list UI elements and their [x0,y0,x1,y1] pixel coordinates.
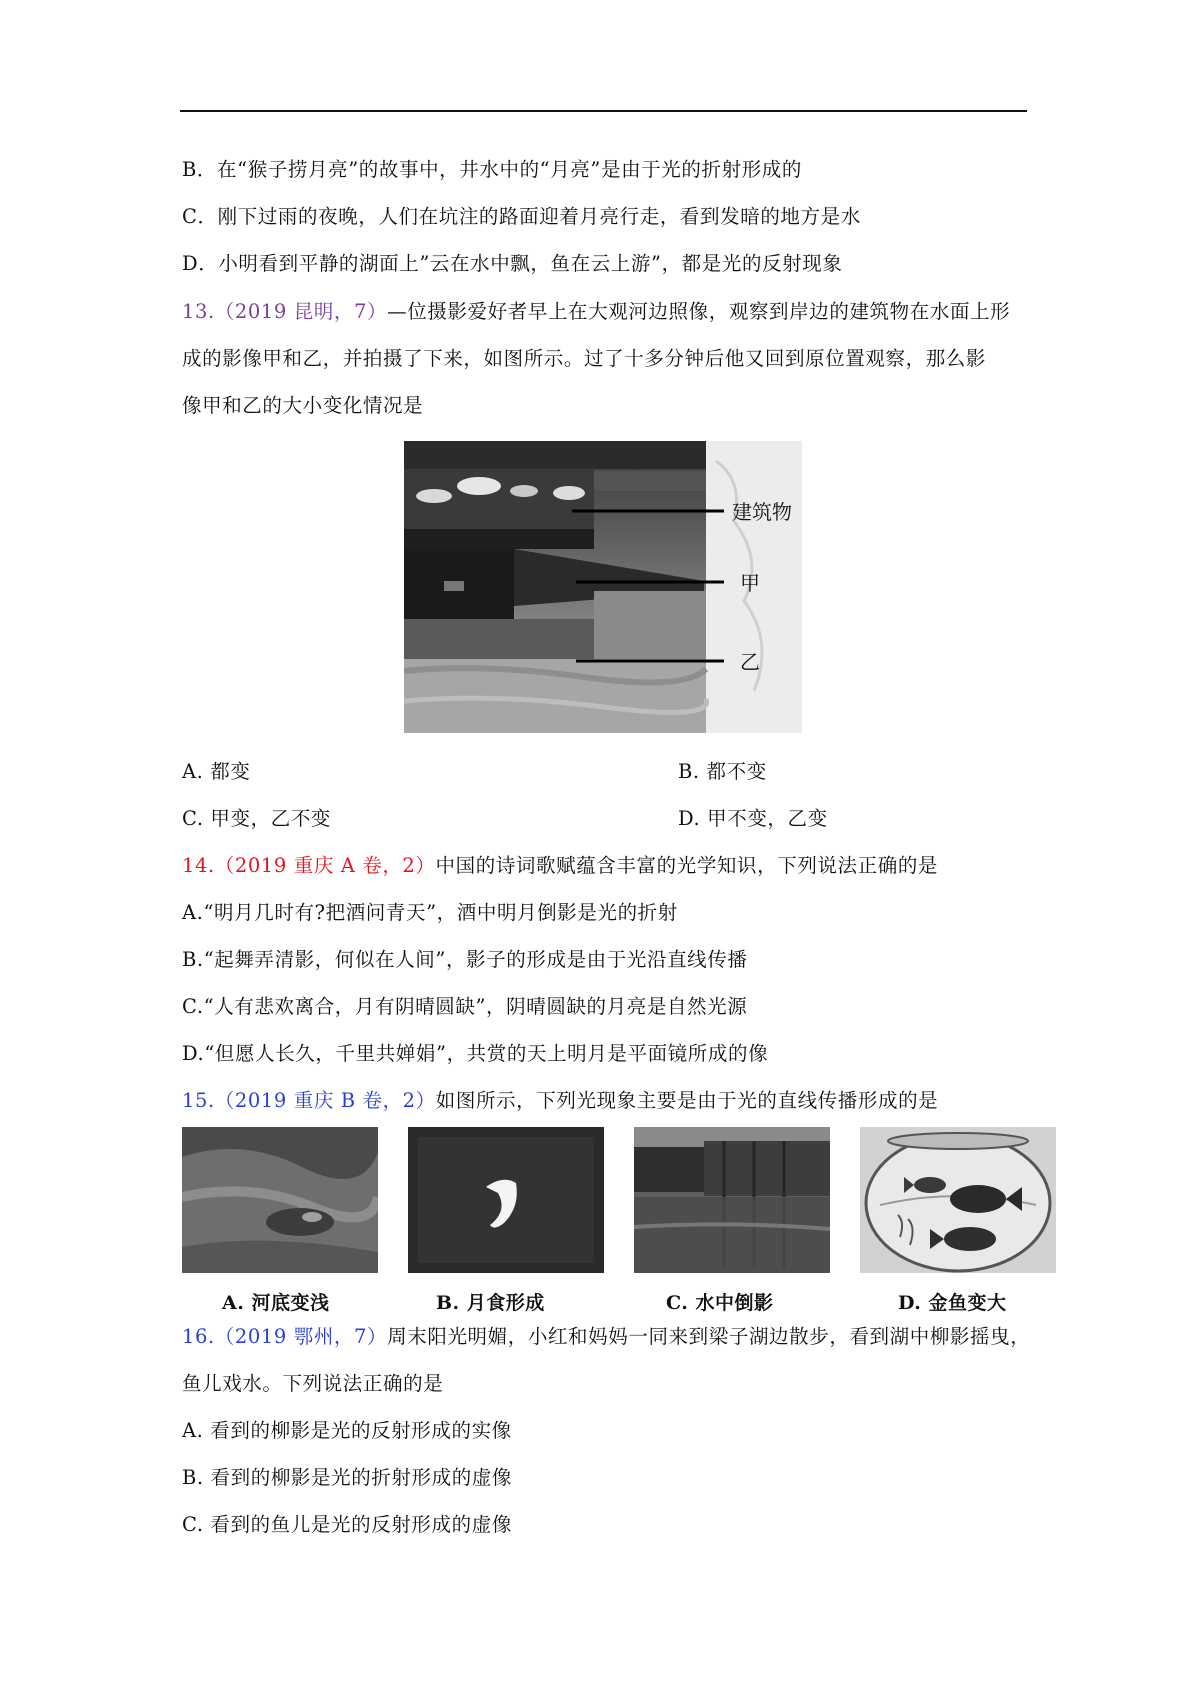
header-rule [180,110,1027,112]
q15-stem [182,1088,938,1114]
q14-option-b: B.“起舞弄清影，何似在人间”，影子的形成是由于光沿直线传播 [182,948,748,971]
q12-option-c: C．刚下过雨的夜晚，人们在坑注的路面迎着月亮行走，看到发暗的地方是水 [182,205,861,228]
q15-caption-a: A. 河底变浅 [222,1292,330,1314]
q14-stem [182,853,938,879]
q14-option-d: D.“但愿人长久，千里共婵娟”，共赏的天上明月是平面镜所成的像 [182,1042,769,1065]
q16-source: 16.（2019 鄂州，7） [182,1325,388,1348]
q14-source: 14.（2019 重庆 A 卷，2） [182,854,436,877]
q15-source: 15.（2019 重庆 B 卷，2） [182,1089,436,1112]
q15-caption-c: C. 水中倒影 [666,1292,774,1314]
figure-label-yi: 乙 [740,650,760,674]
q14-option-c: C.“人有悲欢离合，月有阴晴圆缺”，阴晴圆缺的月亮是自然光源 [182,995,748,1018]
q16-option-b: B. 看到的柳影是光的折射形成的虚像 [182,1466,513,1489]
q14-stem-text: 中国的诗词歌赋蕴含丰富的光学知识，下列说法正确的是 [435,854,939,877]
q14-option-a: A.“明月几时有?把酒问青天”，酒中明月倒影是光的折射 [182,901,678,924]
q16-stem-line-2: 鱼儿戏水。下列说法正确的是 [182,1372,444,1395]
q15-figure-a [182,1127,378,1310]
figure-label-building: 建筑物 [732,500,792,524]
q13-stem-line-1 [182,299,1010,325]
q13-reflection-photo [404,441,802,733]
q13-stem-text-1: —位摄影爱好者早上在大观河边照像，观察到岸边的建筑物在水面上形 [387,300,1011,323]
q16-stem-text-1: 周末阳光明媚，小红和妈妈一同来到梁子湖边散步，看到湖中柳影摇曳， [387,1325,1031,1348]
q15-stem-text: 如图所示，下列光现象主要是由于光的直线传播形成的是 [435,1089,939,1112]
figure-label-jia: 甲 [740,571,760,595]
q15-figure-b [408,1127,604,1310]
q16-option-c: C. 看到的鱼儿是光的反射形成的虚像 [182,1513,512,1536]
q16-option-a: A. 看到的柳影是光的反射形成的实像 [182,1419,512,1442]
q13-option-c: C. 甲变，乙不变 [182,807,332,830]
q13-option-b: B. 都不变 [678,760,767,783]
q13-source: 13.（2019 昆明，7） [182,300,388,323]
q13-stem-line-3: 像甲和乙的大小变化情况是 [182,394,424,417]
q15-figure-d [860,1127,1056,1310]
q12-option-b: B．在“猴子捞月亮”的故事中，井水中的“月亮”是由于光的折射形成的 [182,158,803,181]
q13-stem-line-2: 成的影像甲和乙，并拍摄了下来，如图所示。过了十多分钟后他又回到原位置观察，那么影 [182,347,987,370]
q13-option-a: A. 都变 [182,760,251,783]
q15-figure-c [634,1127,830,1310]
q16-stem-line-1 [182,1324,1030,1350]
q15-caption-d: D. 金鱼变大 [898,1292,1007,1314]
q15-caption-b: B. 月食形成 [436,1292,545,1314]
q13-option-d: D. 甲不变，乙变 [678,807,828,830]
q12-option-d: D．小明看到平静的湖面上”云在水中飘，鱼在云上游”，都是光的反射现象 [182,252,843,275]
